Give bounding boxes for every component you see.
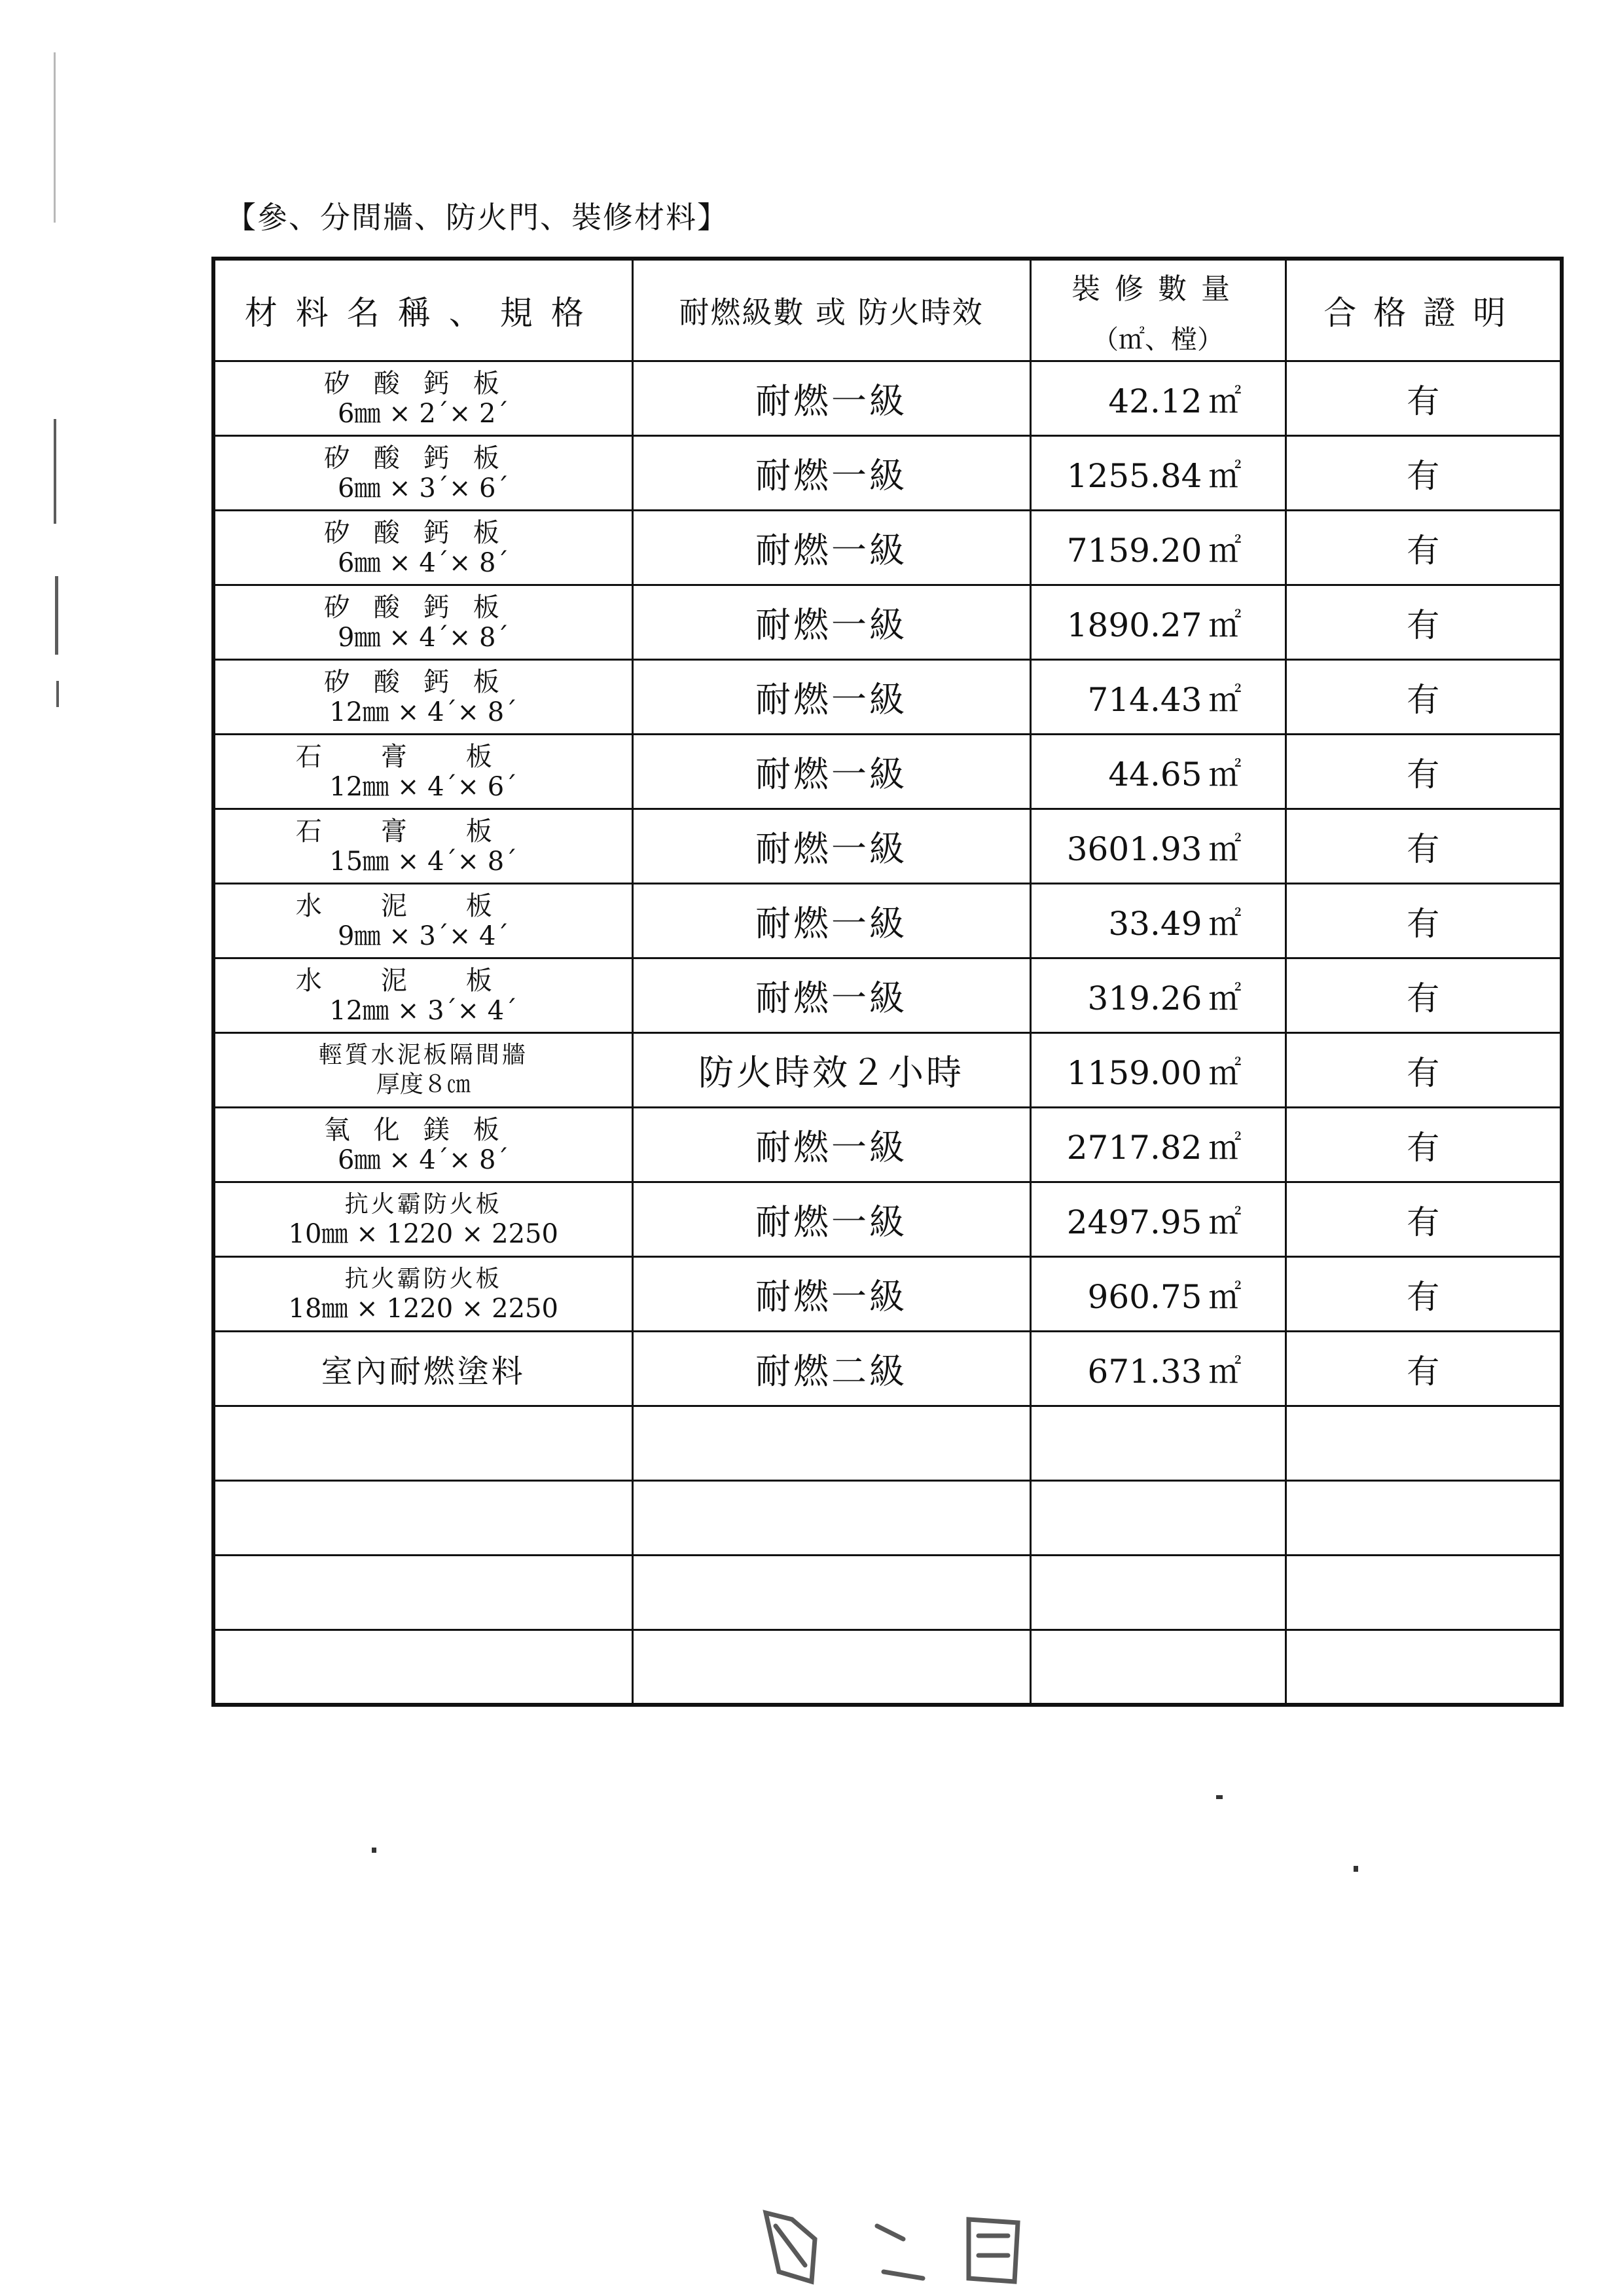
table-row [213,1033,1562,1108]
fire-grade: 耐燃一級 [632,511,1030,585]
quantity-value: 714.43 [1087,680,1202,719]
quantity-unit: ㎡ [1208,755,1242,793]
fire-grade: 耐燃一級 [632,1257,1030,1332]
certificate-status: 有 [1285,1182,1562,1257]
quantity-unit: ㎡ [1208,979,1242,1017]
header-material-name: 材料名稱、規格 [213,259,632,361]
material-cell [213,361,632,436]
material-spec: 6㎜ × 4ˊ× 8ˊ [337,547,509,578]
table-header-row [213,259,1562,361]
fire-grade: 耐燃一級 [632,660,1030,735]
quantity-cell [1030,1108,1285,1182]
quantity-value: 3601.93 [1066,829,1202,868]
fire-grade: 耐燃一級 [632,436,1030,511]
quantity-cell [1030,809,1285,884]
empty-row [213,1556,1562,1630]
material-cell [213,660,632,735]
table-row [213,958,1562,1033]
material-spec: 12㎜ × 4ˊ× 8ˊ [329,697,518,727]
quantity-unit: ㎡ [1208,1352,1242,1391]
header-quantity-unit: （㎡、樘） [1092,324,1223,355]
scan-artifact [1216,1795,1223,1799]
material-name: 石膏板 [295,741,551,772]
header-quantity-label: 裝修數量 [1071,272,1244,306]
quantity-unit: ㎡ [1208,531,1242,570]
table-row [213,809,1562,884]
material-spec: 10㎜ × 1220 × 2250 [288,1218,558,1249]
certificate-status: 有 [1285,1108,1562,1182]
fire-grade: 耐燃一級 [632,809,1030,884]
quantity-cell [1030,511,1285,585]
quantity-unit: ㎡ [1208,829,1242,868]
empty-cell [1285,1406,1562,1481]
certificate-status: 有 [1285,958,1562,1033]
quantity-value: 2717.82 [1066,1128,1202,1167]
empty-cell [1285,1481,1562,1556]
quantity-cell [1030,361,1285,436]
quantity-cell [1030,1033,1285,1108]
quantity-unit: ㎡ [1208,1128,1242,1167]
material-cell [213,735,632,809]
material-name: 水泥板 [295,965,551,996]
certificate-status: 有 [1285,1332,1562,1406]
scan-artifact [54,419,56,524]
quantity-value: 1890.27 [1066,606,1202,644]
material-name: 矽酸鈣板 [323,592,523,623]
material-name: 氧化鎂板 [323,1114,523,1145]
table-row [213,735,1562,809]
empty-cell [1285,1630,1562,1705]
empty-cell [213,1556,632,1630]
header-quantity [1030,259,1285,361]
material-cell [213,1332,632,1406]
material-spec: 6㎜ × 4ˊ× 8ˊ [337,1144,509,1175]
empty-cell [1030,1630,1285,1705]
empty-cell [1030,1406,1285,1481]
material-cell [213,1257,632,1332]
scan-artifact [54,52,56,223]
certificate-status: 有 [1285,809,1562,884]
material-spec: 12㎜ × 3ˊ× 4ˊ [329,995,518,1026]
quantity-value: 960.75 [1087,1277,1202,1316]
empty-row [213,1406,1562,1481]
certificate-status: 有 [1285,884,1562,958]
quantity-unit: ㎡ [1208,904,1242,943]
quantity-value: 44.65 [1108,755,1202,793]
fire-grade: 耐燃一級 [632,361,1030,436]
table-row [213,1182,1562,1257]
material-cell [213,585,632,660]
table-row [213,1108,1562,1182]
table-row [213,1257,1562,1332]
fire-grade: 防火時效２小時 [632,1033,1030,1108]
material-cell [213,1182,632,1257]
material-cell [213,809,632,884]
scan-artifact [56,681,59,707]
material-name: 輕質水泥板隔間牆 [318,1041,528,1068]
quantity-cell [1030,1257,1285,1332]
certificate-status: 有 [1285,511,1562,585]
scan-artifact [1354,1866,1358,1872]
material-spec: 15㎜ × 4ˊ× 8ˊ [329,846,518,877]
quantity-cell [1030,585,1285,660]
quantity-cell [1030,735,1285,809]
fire-grade: 耐燃一級 [632,958,1030,1033]
material-name: 石膏板 [295,816,551,847]
table-row [213,585,1562,660]
scan-artifact [55,576,58,655]
empty-row [213,1481,1562,1556]
scan-artifact [372,1848,376,1853]
material-cell [213,511,632,585]
material-name: 抗火霸防火板 [344,1265,502,1292]
material-cell [213,958,632,1033]
table-row [213,1332,1562,1406]
material-name: 水泥板 [295,890,551,921]
quantity-unit: ㎡ [1208,680,1242,719]
material-spec: 6㎜ × 2ˊ× 2ˊ [337,398,509,429]
fire-grade: 耐燃二級 [632,1332,1030,1406]
material-name: 室內耐燃塗料 [321,1353,526,1390]
table-row [213,436,1562,511]
empty-cell [632,1630,1030,1705]
quantity-cell [1030,660,1285,735]
material-cell [213,1108,632,1182]
certificate-status: 有 [1285,660,1562,735]
material-cell [213,1033,632,1108]
empty-row [213,1630,1562,1705]
quantity-unit: ㎡ [1208,606,1242,644]
material-name: 抗火霸防火板 [344,1190,502,1218]
quantity-unit: ㎡ [1208,1203,1242,1241]
material-cell [213,436,632,511]
certificate-status: 有 [1285,1033,1562,1108]
quantity-cell [1030,1182,1285,1257]
section-title: 【參、分間牆、防火門、裝修材料】 [226,200,728,235]
quantity-value: 1159.00 [1066,1053,1202,1092]
material-name: 矽酸鈣板 [323,666,523,697]
material-name: 矽酸鈣板 [323,443,523,473]
empty-cell [1030,1556,1285,1630]
quantity-unit: ㎡ [1208,382,1242,420]
table-row [213,361,1562,436]
quantity-unit: ㎡ [1208,1053,1242,1092]
empty-cell [213,1481,632,1556]
table-row [213,511,1562,585]
empty-cell [632,1481,1030,1556]
fire-grade: 耐燃一級 [632,884,1030,958]
table-row [213,884,1562,958]
header-fire-grade: 耐燃級數 或 防火時效 [632,259,1030,361]
quantity-value: 33.49 [1108,904,1202,943]
empty-cell [632,1406,1030,1481]
material-spec: 6㎜ × 3ˊ× 6ˊ [337,473,509,503]
certificate-status: 有 [1285,361,1562,436]
fire-grade: 耐燃一級 [632,1182,1030,1257]
quantity-value: 2497.95 [1066,1203,1202,1241]
fire-grade: 耐燃一級 [632,585,1030,660]
empty-cell [632,1556,1030,1630]
certificate-status: 有 [1285,735,1562,809]
fire-grade: 耐燃一級 [632,1108,1030,1182]
certificate-status: 有 [1285,1257,1562,1332]
table-row [213,660,1562,735]
page-stamp [753,2200,1041,2291]
empty-cell [1285,1556,1562,1630]
fire-grade: 耐燃一級 [632,735,1030,809]
empty-cell [1030,1481,1285,1556]
quantity-cell [1030,884,1285,958]
quantity-value: 1255.84 [1066,456,1202,495]
quantity-value: 42.12 [1108,382,1202,420]
certificate-status: 有 [1285,436,1562,511]
quantity-cell [1030,958,1285,1033]
certificate-status: 有 [1285,585,1562,660]
quantity-unit: ㎡ [1208,1277,1242,1316]
material-cell [213,884,632,958]
material-spec: 9㎜ × 4ˊ× 8ˊ [337,622,509,653]
material-spec: 9㎜ × 3ˊ× 4ˊ [337,920,509,951]
table-body [213,361,1562,1705]
material-name: 矽酸鈣板 [323,368,523,399]
quantity-value: 671.33 [1087,1352,1202,1391]
empty-cell [213,1630,632,1705]
material-spec: 厚度８㎝ [376,1070,471,1098]
quantity-value: 7159.20 [1066,531,1202,570]
quantity-value: 319.26 [1087,979,1202,1017]
empty-cell [213,1406,632,1481]
header-certificate: 合格證明 [1285,259,1562,361]
material-spec: 18㎜ × 1220 × 2250 [288,1293,558,1324]
quantity-cell [1030,436,1285,511]
quantity-cell [1030,1332,1285,1406]
quantity-unit: ㎡ [1208,456,1242,495]
material-name: 矽酸鈣板 [323,517,523,548]
material-spec: 12㎜ × 4ˊ× 6ˊ [329,771,518,802]
materials-table [211,257,1564,1707]
